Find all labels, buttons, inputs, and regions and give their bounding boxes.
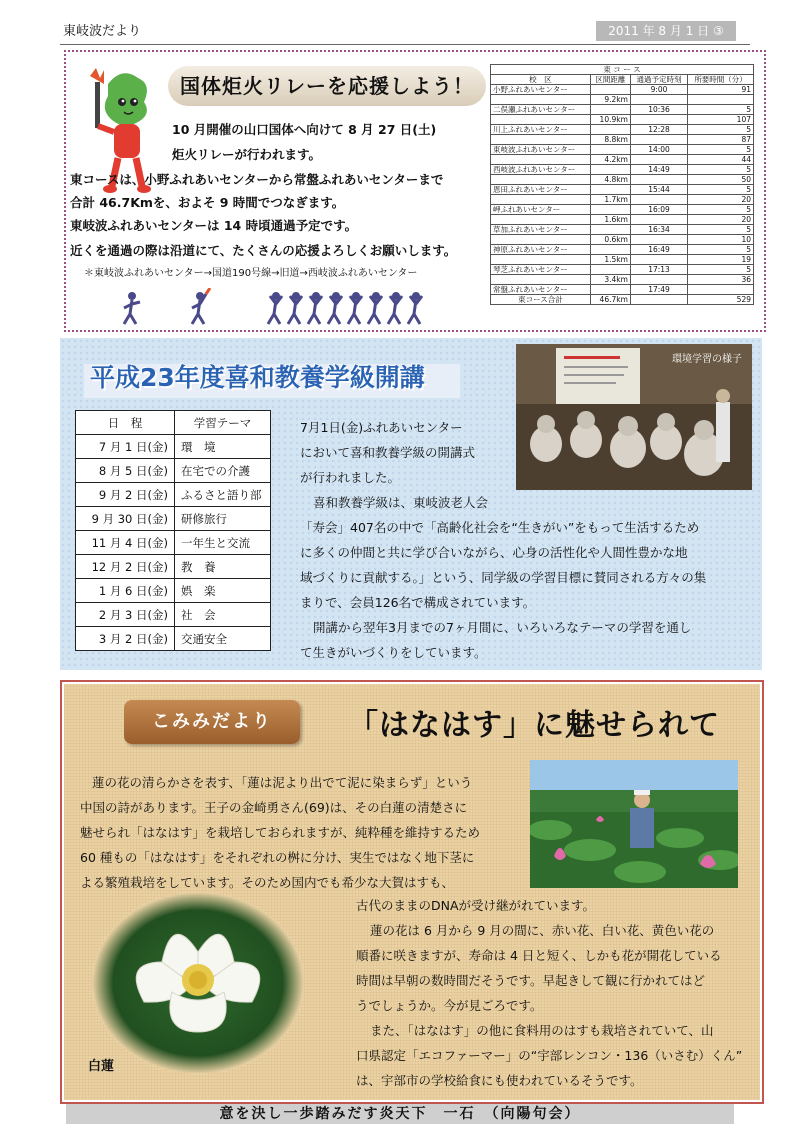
course-minutes: 36 [688,275,754,285]
relay-title: 国体炬火リレーを応援しよう！ [180,74,474,98]
schedule-date: 7 月 1 日(金) [76,435,175,459]
schedule-date: 3 月 2 日(金) [76,627,175,651]
relay-text-line: 東コースは、小野ふれあいセンターから常盤ふれあいセンターまで [70,172,444,187]
column-text-line: また、「はなはす」の他に食料用のはすも栽培されていて、山 [370,1023,714,1038]
class-text-line: て生きがいづくりをしています。 [300,645,487,660]
column-text-line: 順番に咲きますが、寿命は 4 日と短く、しかも花が開花している [356,948,722,963]
course-minutes: 91 [688,85,754,95]
white-lotus-caption: 白蓮 [88,1059,115,1074]
relay-route: ＊東岐波ふれあいセンター→国道190号線→旧道→西岐波ふれあいセンター [84,268,418,279]
newsletter-title: 東岐波だより [63,24,142,39]
course-row [491,125,754,135]
course-row [491,285,754,295]
course-table-body [491,85,754,305]
course-location: 草加ふれあいセンター [491,225,591,235]
course-time [630,135,687,145]
schedule-theme: 在宅での介護 [175,459,271,483]
course-row [491,95,754,105]
relay-text-line: 合計 46.7Kmを、およそ 9 時間でつなぎます。 [70,195,345,210]
course-total-row [491,295,754,305]
course-location [491,215,591,225]
column-title: 「はなはす」に魅せられて [348,708,720,743]
course-distance: 1.6km [590,215,630,225]
course-row [491,165,754,175]
schedule-date: 8 月 5 日(金) [76,459,175,483]
column-text-line: 蓮の花は 6 月から 9 月の間に、赤い花、白い花、黄色い花の [370,923,715,938]
column-text-line: 中国の詩があります。王子の金崎勇さん(69)は、その白蓮の清楚さに [80,800,468,815]
schedule-header-date: 日 程 [76,411,175,435]
course-row [491,155,754,165]
schedule-theme: 一年生と交流 [175,531,271,555]
runner-illustration [120,288,440,328]
course-row [491,265,754,275]
white-lotus-photo [92,892,304,1074]
course-location: 小野ふれあいセンター [491,85,591,95]
course-row [491,135,754,145]
schedule-theme: ふるさと語り部 [175,483,271,507]
course-minutes: 5 [688,105,754,115]
course-distance: 3.4km [590,275,630,285]
schedule-header-theme: 学習テーマ [175,411,271,435]
schedule-theme: 娯 楽 [175,579,271,603]
course-location [491,235,591,245]
lecture-photo-caption: 環境学習の様子 [672,354,742,365]
relay-text-line: 東岐波ふれあいセンターは 14 時頃通過予定です。 [70,218,358,233]
schedule-theme: 環 境 [175,435,271,459]
relay-text-line: 炬火リレーが行われます。 [172,147,322,162]
course-minutes: 20 [688,195,754,205]
course-minutes: 5 [688,245,754,255]
class-text-line: に多くの仲間と共に学び合いながら、心身の活性化や人間性豊かな地 [300,545,688,560]
relay-text-line: 10 月開催の山口国体へ向けて 8 月 27 日(土) [172,122,437,137]
course-distance [590,165,630,175]
col-header: 所要時間（分） [688,75,754,85]
schedule-row [76,603,271,627]
class-text-line: まりで、会員126名で構成されています。 [300,595,536,610]
schedule-theme: 研修旅行 [175,507,271,531]
lecture-photo [516,344,752,490]
schedule-row [76,435,271,459]
column-text-line: 古代のままのDNAが受け継がれています。 [356,898,596,913]
class-text-line: 「寿会」407名の中で「高齢化社会を“生きがい”をもって生活するため [300,520,700,535]
class-title: 平成23年度喜和教養学級開講 [90,363,425,392]
course-row [491,175,754,185]
course-location: 川上ふれあいセンター [491,125,591,135]
course-time [630,275,687,285]
class-schedule-table [75,410,271,651]
course-minutes: 5 [688,225,754,235]
course-distance [590,105,630,115]
schedule-row [76,507,271,531]
column-text-line: 蓮の花の清らかさを表す、「蓮は泥より出でて泥に染まらず」という [92,775,473,790]
schedule-theme: 社 会 [175,603,271,627]
course-minutes: 107 [688,115,754,125]
column-text-line: よる繁殖栽培をしています。そのため国内でも希少な大賀はすも、 [80,875,455,890]
course-distance [590,285,630,295]
course-minutes [688,95,754,105]
course-time: 10:36 [630,105,687,115]
schedule-row [76,555,271,579]
course-minutes: 5 [688,165,754,175]
course-row [491,195,754,205]
course-time: 9:00 [630,85,687,95]
course-time: 12:28 [630,125,687,135]
course-minutes: 87 [688,135,754,145]
course-minutes: 5 [688,125,754,135]
course-row [491,85,754,95]
course-minutes: 5 [688,265,754,275]
class-text-line: 開講から翌年3月までの7ヶ月間に、いろいろなテーマの学習を通し [313,620,692,635]
course-location: 琴芝ふれあいセンター [491,265,591,275]
schedule-row [76,531,271,555]
course-distance [590,125,630,135]
course-row [491,185,754,195]
course-time: 16:09 [630,205,687,215]
relay-course-table [490,64,754,305]
schedule-table-body [76,435,271,651]
course-minutes: 5 [688,145,754,155]
course-minutes: 5 [688,205,754,215]
col-header: 校 区 [491,75,591,85]
course-distance: 1.5km [590,255,630,265]
course-row [491,105,754,115]
course-time: 14:49 [630,165,687,175]
course-distance [590,265,630,275]
course-location [491,195,591,205]
course-location [491,155,591,165]
course-distance: 10.9km [590,115,630,125]
course-time [630,255,687,265]
course-row [491,255,754,265]
course-row [491,225,754,235]
course-location: 東岐波ふれあいセンター [491,145,591,155]
course-location: 二俣瀬ふれあいセンター [491,105,591,115]
column-text-line: 60 種もの「はなはす」をそれぞれの桝に分け、実生ではなく地下茎に [80,850,475,865]
course-location [491,95,591,105]
course-minutes: 5 [688,185,754,195]
schedule-date: 1 月 6 日(金) [76,579,175,603]
course-distance: 8.8km [590,135,630,145]
course-distance: 0.6km [590,235,630,245]
course-time: 17:49 [630,285,687,295]
course-minutes: 19 [688,255,754,265]
schedule-theme: 教 養 [175,555,271,579]
course-location: 恩田ふれあいセンター [491,185,591,195]
course-location: 常盤ふれあいセンター [491,285,591,295]
course-time: 17:13 [630,265,687,275]
course-time: 14:00 [630,145,687,155]
course-row [491,215,754,225]
course-time [630,175,687,185]
issue-date-page: 2011 年 8 月 1 日 ③ [596,21,736,41]
course-distance [590,205,630,215]
course-minutes: 10 [688,235,754,245]
course-minutes: 50 [688,175,754,185]
course-time [630,115,687,125]
course-time [630,95,687,105]
course-distance: 4.8km [590,175,630,185]
course-time: 16:34 [630,225,687,235]
schedule-row [76,627,271,651]
schedule-date: 9 月 30 日(金) [76,507,175,531]
course-row [491,245,754,255]
course-time [630,195,687,205]
schedule-theme: 交通安全 [175,627,271,651]
footer-haiku: 意を決し一歩踏みだす炎天下 一石 （向陽句会） [219,1106,581,1122]
class-text-line: 域づくりに貢献する。」という、同学級の学習目標に賛同される方々の集 [300,570,707,585]
lotus-field-photo [530,760,738,888]
column-text-line: 時間は早朝の数時間だそうです。早起きして観に行かれてはど [356,973,706,988]
course-location: 岬ふれあいセンター [491,205,591,215]
schedule-date: 9 月 2 日(金) [76,483,175,507]
course-total-minutes: 529 [688,295,754,305]
course-distance [590,85,630,95]
relay-text-line: 近くを通過の際は沿道にて、たくさんの応援よろしくお願いします。 [70,243,457,258]
course-location [491,135,591,145]
course-distance: 1.7km [590,195,630,205]
course-location [491,175,591,185]
course-time [630,235,687,245]
class-text-line: 7月1日(金)ふれあいセンター [300,420,463,435]
course-name: 東 コ ー ス [491,65,754,75]
column-text-line: 魅せられ「はなはす」を栽培しておられますが、純粋種を維持するため [80,825,481,840]
course-distance [590,145,630,155]
course-minutes: 44 [688,155,754,165]
schedule-row [76,483,271,507]
column-text-line: 口県認定「エコファーマー」の“宇部レンコン・136（いさむ）くん” [356,1048,743,1063]
course-distance [590,185,630,195]
course-location: 神原ふれあいセンター [491,245,591,255]
schedule-row [76,579,271,603]
class-text-line: において喜和教養学級の開講式 [300,445,476,460]
header-divider [60,44,750,45]
course-location [491,255,591,265]
course-total-time [630,295,687,305]
column-text-line: うでしょうか。今が見ごろです。 [356,998,543,1013]
course-minutes: 20 [688,215,754,225]
col-header: 区間距離 [590,75,630,85]
course-distance [590,225,630,235]
course-location: 西岐波ふれあいセンター [491,165,591,175]
course-distance [590,245,630,255]
schedule-date: 2 月 3 日(金) [76,603,175,627]
course-time: 16:49 [630,245,687,255]
course-row [491,115,754,125]
course-time [630,215,687,225]
course-row [491,275,754,285]
course-location [491,115,591,125]
course-location [491,275,591,285]
class-text-line: が行われました。 [300,470,401,485]
course-minutes [688,285,754,295]
column-label: こみみだより [152,711,272,732]
schedule-row [76,459,271,483]
schedule-date: 12 月 2 日(金) [76,555,175,579]
schedule-date: 11 月 4 日(金) [76,531,175,555]
class-text-line: 喜和教養学級は、東岐波老人会 [313,495,489,510]
course-row [491,235,754,245]
course-time [630,155,687,165]
course-distance: 4.2km [590,155,630,165]
course-time: 15:44 [630,185,687,195]
column-text-line: は、宇部市の学校給食にも使われているそうです。 [356,1073,643,1088]
course-row [491,145,754,155]
col-header: 通過予定時刻 [630,75,687,85]
course-total-distance: 46.7km [590,295,630,305]
course-distance: 9.2km [590,95,630,105]
course-total-label: 東コース合計 [491,295,591,305]
course-row [491,205,754,215]
